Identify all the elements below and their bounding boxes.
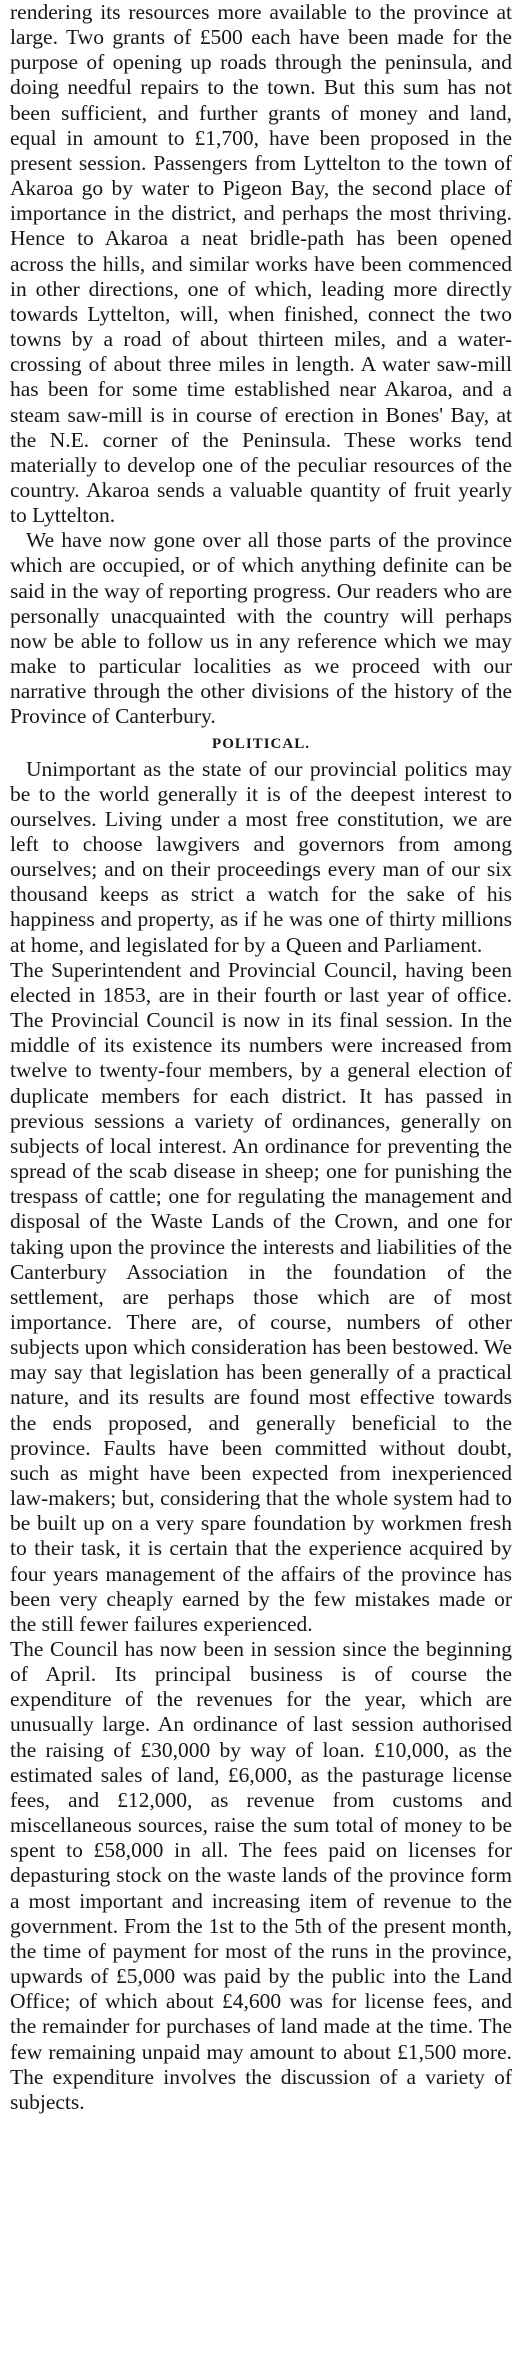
- article-paragraph-summary: We have now gone over all those parts of the province which are occupied, or of which anything definite can be said in the way of reporting progress. Our readers who are personally unacquainted with the country will perhaps now be able to follow us in any reference which we may make to particular localities as we proceed with our narrative through the other divisions of the history of the Province of Canterbury.: [10, 528, 512, 729]
- article-paragraph-roads: rendering its resources more available to the province at large. Two grants of £500 each have been made for the purpose of opening up roads through the peninsula, and doing needful repairs to the town. But this sum has not been sufficient, and further grants of money and land, equal in amount to £1,700, have been proposed in the present session. Passengers from Lyttelton to the town of Akaroa go by water to Pigeon Bay, the second place of importance in the district, and perhaps the most thriving. Hence to Akaroa a neat bridle-path has been opened across the hills, and similar works have been commenced in other directions, one of which, leading more directly towards Lyttelton, will, when finished, connect the two towns by a road of about thirteen miles, and a water-crossing of about three miles in length. A water saw-mill has been for some time established near Akaroa, and a steam saw-mill is in course of erection in Bones' Bay, at the N.E. corner of the Peninsula. These works tend materially to develop one of the peculiar resources of the country. Akaroa sends a valuable quantity of fruit yearly to Lyttelton.: [10, 0, 512, 528]
- article-paragraph-revenue: The Council has now been in session since the beginning of April. Its principal business is of course the expenditure of the revenues for the year, which are unusually large. An ordinance of last session authorised the raising of £30,000 by way of loan. £10,000, as the estimated sales of land, £6,000, as the pasturage license fees, and £12,000, as revenue from customs and miscellaneous sources, raise the sum total of money to be spent to £58,000 in all. The fees paid on licenses for depasturing stock on the waste lands of the province form a most important and increasing item of revenue to the government. From the 1st to the 5th of the present month, the time of payment for most of the runs in the province, upwards of £5,000 was paid by the public into the Land Office; of which about £4,600 was for license fees, and the remainder for purchases of land made at the time. The few remaining unpaid may amount to about £1,500 more. The expenditure involves the discussion of a variety of subjects.: [10, 1637, 512, 2114]
- article-paragraph-constitution: Unimportant as the state of our provincial politics may be to the world generally it is of the deepest interest to ourselves. Living under a most free constitution, we are left to choose lawgivers and governors from among ourselves; and on their proceedings every man of our six thousand keeps as strict a watch for the sake of his happiness and property, as if he was one of thirty millions at home, and legislated for by a Queen and Parliament.: [10, 756, 512, 957]
- section-heading-political: POLITICAL.: [212, 735, 310, 752]
- article-paragraph-council: The Superintendent and Provincial Council, having been elected in 1853, are in their fourth or last year of office. The Provincial Council is now in its final session. In the middle of its existence its numbers were increased from twelve to twenty-four members, by a general election of duplicate members for each district. It has passed in previous sessions a variety of ordinances, generally on subjects of local interest. An ordinance for preventing the spread of the scab disease in sheep; one for punishing the trespass of cattle; one for regulating the management and disposal of the Waste Lands of the Crown, and one for taking upon the province the interests and liabilities of the Canterbury Association in the foundation of the settlement, are perhaps those which are of most importance. There are, of course, numbers of other subjects upon which consideration has been bestowed. We may say that legislation has been generally of a practical nature, and its results are found most effective towards the ends proposed, and generally beneficial to the province. Faults have been committed without doubt, such as might have been expected from inexperienced law-makers; but, considering that the whole system had to be built up on a very spare foundation by workmen fresh to their task, it is certain that the experience acquired by four years management of the affairs of the province has been very cheaply earned by the few mistakes made or the still fewer failures experienced.: [10, 957, 512, 1636]
